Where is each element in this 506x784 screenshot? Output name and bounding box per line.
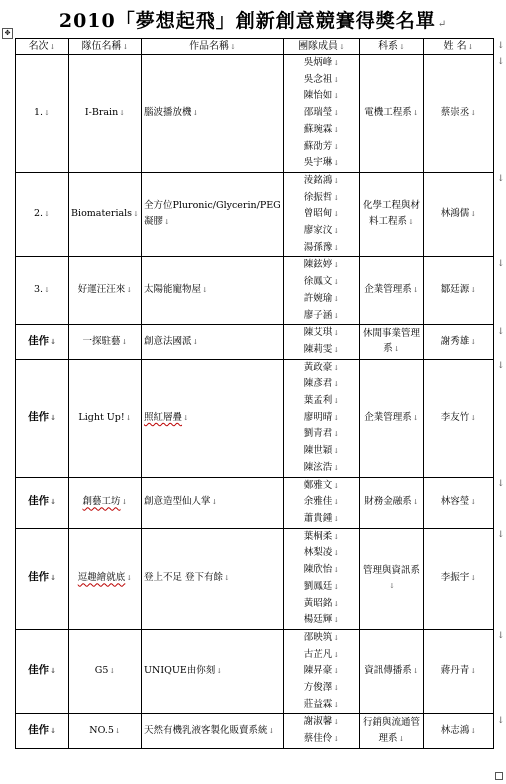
rank-cell: 1.↓ (16, 55, 69, 173)
member-name: 黃政豪↓ (303, 361, 340, 373)
member-name: 陳怡如↓ (303, 90, 340, 102)
work-cell: 登上不足 登下有餘↓ (142, 528, 284, 629)
work-cell: 全方位Pluronic/Glycerin/PEG凝膠↓ (142, 172, 284, 257)
team-cell: 一探駐藝↓ (69, 325, 142, 359)
member-name: 莊益霖↓ (303, 698, 340, 710)
work-cell: 腦波播放機↓ (142, 55, 284, 173)
rank-cell: 佳作↓ (16, 629, 69, 714)
members-cell (284, 359, 360, 477)
advisor-cell: 林鴻儒↓ (424, 172, 494, 257)
table-row (16, 325, 494, 359)
table-row (16, 477, 494, 528)
row-end-mark: ↓ (497, 361, 505, 372)
dept-cell: 化學工程與材料工程系↓ (360, 172, 424, 257)
table-row (16, 714, 494, 748)
member-name: 陳欣怡↓ (303, 564, 340, 576)
member-name: 吳炳峰↓ (303, 57, 340, 68)
member-name: 陳彥君↓ (303, 378, 340, 390)
table-row (16, 359, 494, 477)
row-end-mark: ↓ (497, 40, 505, 51)
member-name: 陳鉉婷↓ (303, 259, 340, 271)
header-row (16, 39, 494, 55)
member-name: 楊廷輝↓ (303, 614, 340, 626)
row-end-mark: ↓ (497, 326, 505, 337)
member-name: 劉鳳廷↓ (303, 580, 340, 592)
member-name: 吳宇琳↓ (303, 157, 340, 169)
row-end-mark: ↓ (497, 174, 505, 185)
row-end-mark: ↓ (497, 715, 505, 726)
team-cell: 好運汪汪來↓ (69, 257, 142, 325)
header-team: 隊伍名稱↓ (69, 39, 142, 55)
member-name: 謝淑馨↓ (303, 716, 340, 728)
header-rank: 名次↓ (16, 39, 69, 55)
rank-cell: 佳作↓ (16, 325, 69, 359)
award-table (15, 38, 494, 749)
dept-cell: 財務金融系↓ (360, 477, 424, 528)
team-cell: G5↓ (69, 629, 142, 714)
row-end-mark: ↓ (497, 530, 505, 541)
paragraph-mark-icon: ↵ (437, 19, 448, 30)
advisor-cell: 鄒廷源↓ (424, 257, 494, 325)
member-name: 蘇琬霖↓ (303, 123, 340, 135)
dept-cell: 管理與資訊系↓ (360, 528, 424, 629)
work-cell: UNIQUE由你刻↓ (142, 629, 284, 714)
member-name: 陳泫浩↓ (303, 461, 340, 473)
member-name: 陳艾琪↓ (303, 327, 340, 339)
row-end-mark: ↓ (497, 258, 505, 269)
work-cell: 創意法國派↓ (142, 325, 284, 359)
header-dept: 科系↓ (360, 39, 424, 55)
row-end-mark: ↓ (497, 631, 505, 642)
header-advisor: 姓 名↓ (424, 39, 494, 55)
team-cell: Light Up!↓ (69, 359, 142, 477)
dept-cell: 行銷與流通管理系↓ (360, 714, 424, 748)
member-name: 吳念祖↓ (303, 73, 340, 85)
table-row (16, 528, 494, 629)
dept-cell: 電機工程系↓ (360, 55, 424, 173)
member-name: 林梨凌↓ (303, 547, 340, 559)
table-row (16, 257, 494, 325)
member-name: 邵映筑↓ (303, 631, 340, 643)
team-cell: 創藝工坊↓ (69, 477, 142, 528)
advisor-cell: 謝秀雄↓ (424, 325, 494, 359)
work-cell: 太陽能寵物屋↓ (142, 257, 284, 325)
member-name: 湯孫豫↓ (303, 241, 340, 253)
dept-cell: 資訊傳播系↓ (360, 629, 424, 714)
table-row (16, 172, 494, 257)
advisor-cell: 李振宇↓ (424, 528, 494, 629)
work-cell: 創意造型仙人掌↓ (142, 477, 284, 528)
table-row (16, 629, 494, 714)
member-name: 陳莉雯↓ (303, 343, 340, 355)
member-name: 廖明晴↓ (303, 411, 340, 423)
members-cell (284, 629, 360, 714)
rank-cell: 佳作↓ (16, 477, 69, 528)
member-name: 徐鳳文↓ (303, 276, 340, 288)
member-name: 劉青君↓ (303, 428, 340, 440)
member-name: 古芷凡↓ (303, 648, 340, 660)
member-name: 蔡佳伶↓ (303, 733, 340, 745)
work-cell: 天然有機乳液客製化販賣系統↓ (142, 714, 284, 748)
member-name: 許婉瑜↓ (303, 292, 340, 304)
member-name: 廖子涵↓ (303, 309, 340, 321)
advisor-cell: 林志鴻↓ (424, 714, 494, 748)
dept-cell: 企業管理系↓ (360, 359, 424, 477)
members-cell (284, 714, 360, 748)
member-name: 蘇劭芳↓ (303, 140, 340, 152)
advisor-cell: 李友竹↓ (424, 359, 494, 477)
member-name: 廖家汶↓ (303, 225, 340, 237)
dept-cell: 企業管理系↓ (360, 257, 424, 325)
rank-cell: 佳作↓ (16, 714, 69, 748)
title-text: 2010「夢想起飛」創新創意競賽得獎名單 (58, 10, 436, 32)
header-work: 作品名稱↓ (142, 39, 284, 55)
member-name: 葉桐柔↓ (303, 530, 340, 542)
work-cell: 照紅層疊↓ (142, 359, 284, 477)
row-end-mark: ↓ (497, 56, 505, 67)
advisor-cell: 蔣丹青↓ (424, 629, 494, 714)
member-name: 邵瑞瑩↓ (303, 107, 340, 119)
end-of-table-marker (495, 772, 503, 780)
team-cell: Biomaterials↓ (69, 172, 142, 257)
member-name: 黃昭銘↓ (303, 597, 340, 609)
member-name: 曾昭甸↓ (303, 208, 340, 220)
members-cell (284, 257, 360, 325)
team-cell: 逗趣繪就底↓ (69, 528, 142, 629)
member-name: 徐振哲↓ (303, 191, 340, 203)
table-anchor-icon[interactable]: ✥ (2, 28, 13, 39)
advisor-cell: 蔡崇丞↓ (424, 55, 494, 173)
member-name: 葉孟利↓ (303, 395, 340, 407)
rank-cell: 2.↓ (16, 172, 69, 257)
rank-cell: 3.↓ (16, 257, 69, 325)
member-name: 鄭雅文↓ (303, 479, 340, 491)
member-name: 蕭貴鍾↓ (303, 512, 340, 524)
member-name: 陳昇豪↓ (303, 665, 340, 677)
members-cell (284, 325, 360, 359)
member-name: 陳世穎↓ (303, 445, 340, 457)
member-name: 淩銘鴻↓ (303, 174, 340, 186)
members-cell (284, 477, 360, 528)
page-title (0, 6, 506, 33)
members-cell (284, 528, 360, 629)
dept-cell: 休閒事業管理系↓ (360, 325, 424, 359)
advisor-cell: 林容瑩↓ (424, 477, 494, 528)
rank-cell: 佳作↓ (16, 528, 69, 629)
members-cell (284, 172, 360, 257)
header-members: 團隊成員↓ (284, 39, 360, 55)
member-name: 余雅佳↓ (303, 496, 340, 508)
row-end-mark: ↓ (497, 479, 505, 490)
team-cell: I-Brain↓ (69, 55, 142, 173)
members-cell (284, 55, 360, 173)
table-row (16, 55, 494, 173)
rank-cell: 佳作↓ (16, 359, 69, 477)
team-cell: NO.5↓ (69, 714, 142, 748)
member-name: 方俊澤↓ (303, 682, 340, 694)
